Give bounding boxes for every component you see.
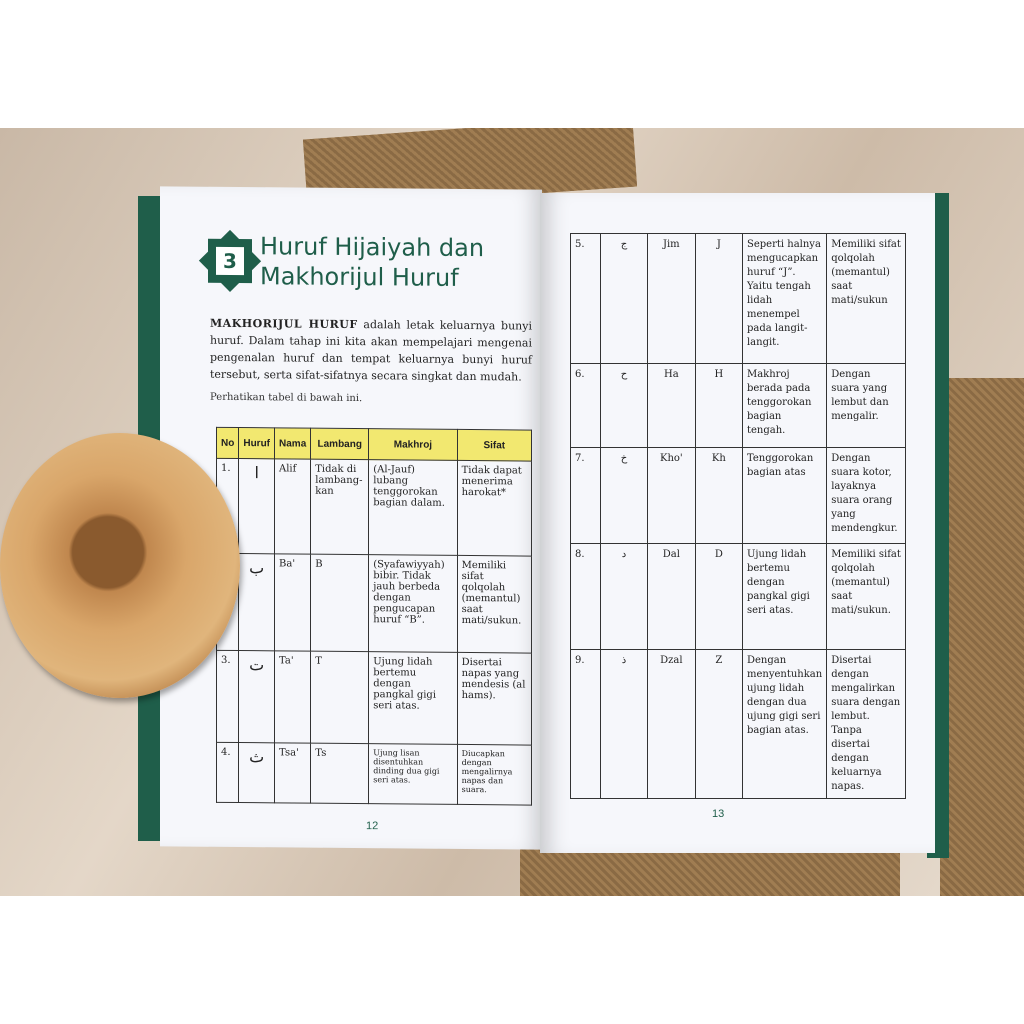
wood-slice-coaster bbox=[0, 433, 240, 698]
header-sifat: Sifat bbox=[457, 429, 531, 461]
cell-nama: Ha bbox=[647, 364, 695, 448]
cell-nama: Ba' bbox=[275, 554, 311, 651]
cell-lambang: B bbox=[311, 554, 369, 652]
cell-sifat: Dengan suara yang lembut dan mengalir. bbox=[827, 364, 906, 448]
table-note: Perhatikan tabel di bawah ini. bbox=[210, 391, 363, 405]
table-header-row bbox=[217, 427, 532, 461]
cell-lambang: Tidak di lambang-kan bbox=[311, 459, 369, 555]
table-row bbox=[571, 364, 906, 448]
cell-huruf: ج bbox=[601, 234, 648, 364]
header-lambang: Lambang bbox=[311, 428, 369, 460]
cell-nama: Dal bbox=[647, 544, 695, 650]
cell-nama: Dzal bbox=[647, 650, 695, 799]
cell-huruf: ا bbox=[239, 459, 275, 554]
cell-no: 6. bbox=[571, 364, 601, 448]
page-number-left: 12 bbox=[366, 820, 379, 833]
cell-no: 3. bbox=[217, 650, 239, 742]
right-page bbox=[540, 193, 935, 853]
header-huruf: Huruf bbox=[239, 428, 275, 459]
cell-no: 1. bbox=[217, 458, 239, 553]
cell-makhroj: Ujung lidah bertemu dengan pangkal gigi seri atas. bbox=[742, 544, 826, 650]
cell-huruf: ذ bbox=[601, 650, 648, 799]
cell-nama: Tsa' bbox=[275, 743, 311, 803]
cell-nama: Kho' bbox=[647, 448, 695, 544]
cell-nama: Ta' bbox=[275, 651, 311, 743]
cell-lambang: H bbox=[695, 364, 742, 448]
cell-lambang: Ts bbox=[311, 743, 369, 804]
cell-sifat: Dengan suara kotor, layaknya suara orang yang mendengkur. bbox=[827, 448, 906, 544]
page-number-right: 13 bbox=[712, 808, 725, 820]
cell-lambang: T bbox=[311, 651, 369, 744]
cell-nama: Jim bbox=[647, 234, 695, 364]
cell-makhroj: Tenggorokan bagian atas bbox=[742, 448, 826, 544]
cell-makhroj: Makhroj berada pada tenggorokan bagian tengah. bbox=[742, 364, 826, 448]
chapter-title-line2: Makhorijul Huruf bbox=[260, 262, 459, 292]
cell-huruf: د bbox=[601, 544, 648, 650]
cell-lambang: D bbox=[695, 544, 742, 650]
table-row bbox=[571, 650, 906, 799]
cell-makhroj: Ujung lisan disentuhkan dinding dua gigi seri atas. bbox=[369, 744, 457, 805]
cell-huruf: خ bbox=[601, 448, 648, 544]
cell-makhroj: (Syafawiyyah) bibir. Tidak jauh berbeda dengan pengucapan huruf “B”. bbox=[369, 555, 457, 653]
intro-paragraph bbox=[210, 315, 532, 386]
header-makhroj: Makhroj bbox=[369, 429, 457, 461]
cell-makhroj: (Al-Jauf) lubang tenggorokan bagian dalam. bbox=[369, 460, 457, 556]
table-row bbox=[571, 448, 906, 544]
cell-no: 9. bbox=[571, 650, 601, 799]
intro-text: adalah letak keluarnya bunyi huruf. Dalam tahap ini kita akan mempelajari mengenai pengenalan huruf dan tempat keluarnya bunyi huruf tersebut, serta sifat-sifatnya secara singkat dan mudah. bbox=[210, 318, 532, 384]
cell-makhroj: Ujung lidah bertemu dengan pangkal gigi seri atas. bbox=[369, 652, 457, 745]
cell-sifat: Memiliki sifat qolqolah (memantul) saat mati/sukun. bbox=[827, 544, 906, 650]
intro-term: MAKHORIJUL HURUF bbox=[210, 316, 358, 332]
burlap-cloth-right bbox=[940, 378, 1024, 896]
header-no: No bbox=[217, 427, 239, 458]
cell-no: 5. bbox=[571, 234, 601, 364]
chapter-title-line1: Huruf Hijaiyah dan bbox=[260, 232, 485, 263]
cell-makhroj: Dengan menyentuhkan ujung lidah dengan dua ujung gigi seri bagian atas. bbox=[742, 650, 826, 799]
table-row bbox=[217, 650, 532, 745]
cell-lambang: Z bbox=[695, 650, 742, 799]
cell-huruf: ث bbox=[239, 743, 275, 803]
table-row bbox=[571, 544, 906, 650]
huruf-table-right bbox=[570, 233, 906, 799]
cell-sifat: Memiliki sifat qolqolah (memantul) saat mati/sukun bbox=[827, 234, 906, 364]
chapter-number: 3 bbox=[213, 244, 247, 278]
table-row bbox=[217, 458, 532, 556]
cell-nama: Alif bbox=[275, 459, 311, 554]
header-nama: Nama bbox=[275, 428, 311, 459]
photo bbox=[0, 128, 1024, 896]
cell-no: 4. bbox=[217, 742, 239, 802]
cell-sifat: Diucapkan dengan mengalirnya napas dan suara. bbox=[457, 744, 531, 805]
cell-lambang: J bbox=[695, 234, 742, 364]
cell-no: 8. bbox=[571, 544, 601, 650]
table-row bbox=[217, 553, 532, 653]
huruf-table-left bbox=[216, 427, 532, 806]
cell-sifat: Disertai napas yang mendesis (al hams). bbox=[457, 652, 531, 745]
cell-makhroj: Seperti halnya mengucapkan huruf “J”. Yaitu tengah lidah menempel pada langit-langit. bbox=[742, 234, 826, 364]
cell-no: 7. bbox=[571, 448, 601, 544]
chapter-title bbox=[260, 231, 484, 293]
cell-huruf: ت bbox=[239, 651, 275, 743]
table-row bbox=[217, 742, 532, 805]
chapter-badge bbox=[208, 239, 252, 283]
cell-sifat: Memiliki sifat qolqolah (memantul) saat mati/sukun. bbox=[457, 555, 531, 653]
cell-sifat: Disertai dengan mengalirkan suara dengan lembut. Tanpa disertai dengan keluarnya napas. bbox=[827, 650, 906, 799]
cell-huruf: ب bbox=[239, 554, 275, 651]
cell-lambang: Kh bbox=[695, 448, 742, 544]
table-row bbox=[571, 234, 906, 364]
cell-huruf: ح bbox=[601, 364, 648, 448]
cell-sifat: Tidak dapat menerima harokat* bbox=[457, 460, 531, 556]
